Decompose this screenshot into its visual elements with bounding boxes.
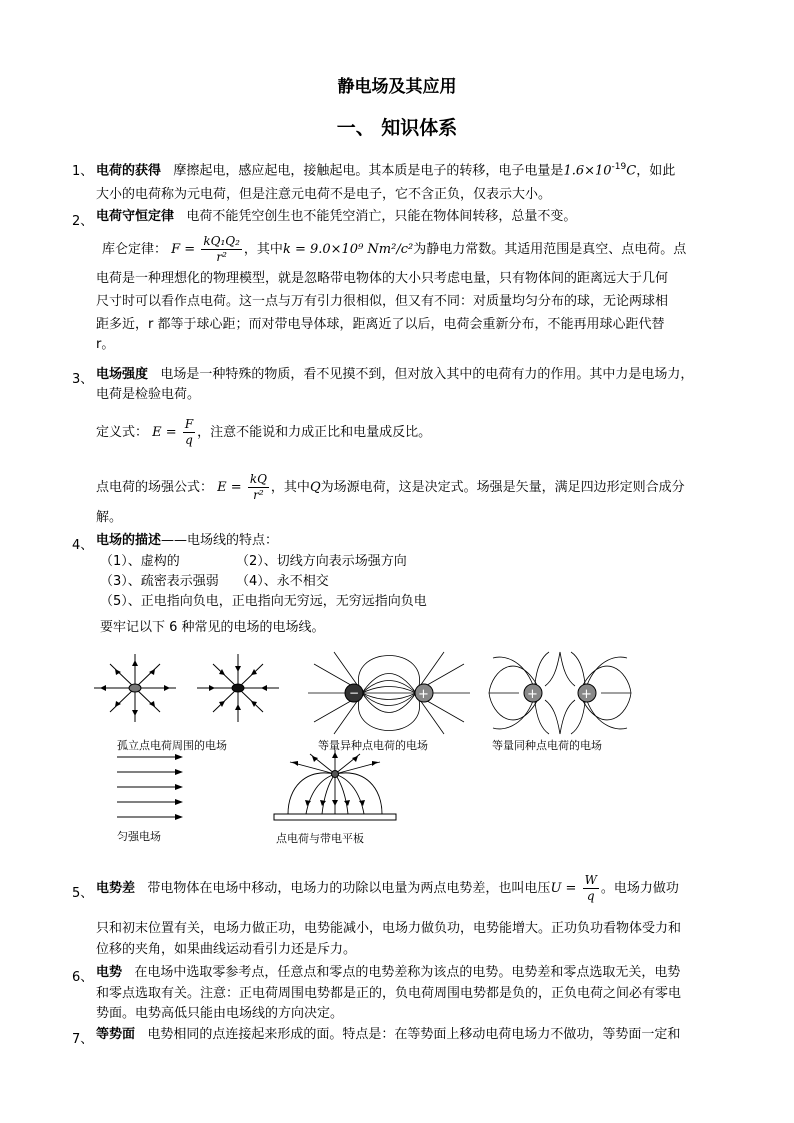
coulomb-fraction	[201, 234, 242, 265]
voltage-numerator: W	[584, 873, 597, 887]
section-1-tail: ，如此	[636, 163, 676, 179]
section-2-head: 电荷守恒定律	[96, 209, 175, 224]
section-4-text: ——电场线的特点：	[161, 533, 279, 548]
svg-text:+: +	[418, 687, 429, 702]
item-number-2: 2、	[72, 214, 94, 229]
section-7-line-1	[96, 1026, 680, 1044]
field-line-property-2: （2）、切线方向表示场强方向	[236, 554, 407, 569]
field-line-property-5: （5）、正电指向负电，正电指向无穷远，无穷远指向负电	[100, 594, 427, 609]
definition-fraction	[183, 417, 195, 448]
section-5-line-3: 位移的夹角，如果曲线运动看引力还是斥力。	[96, 942, 357, 957]
definition-lhs: E =	[152, 425, 177, 440]
section-5-line-2: 只和初末位置有关，电场力做正功，电势能减小，电场力做负功，电势能增大。正功负功看物体受力和	[96, 921, 682, 936]
field-line-property-4: （4）、永不相交	[236, 574, 329, 589]
like-charges-diagram	[487, 650, 633, 736]
voltage-fraction	[583, 873, 599, 904]
definition-line	[96, 417, 431, 449]
section-2-line-6: r。	[96, 337, 115, 352]
section-5-head: 电势差	[96, 881, 136, 896]
caption-opposite-charges: 等量异种点电荷的电场	[318, 739, 428, 752]
voltage-lhs: U =	[550, 881, 577, 896]
point-charge-lhs: E =	[217, 480, 242, 495]
section-6-line-3: 势面。电势高低只能由电场线的方向决定。	[96, 1006, 344, 1021]
svg-text:+: +	[527, 687, 538, 702]
coulomb-mid: ，其中	[243, 242, 283, 257]
point-charge-note: ，其中	[270, 480, 310, 495]
item-number-5: 5、	[72, 886, 94, 901]
section-3-line-5: 解。	[96, 510, 123, 525]
field-line-property-1: （1）、虚构的	[100, 554, 180, 569]
section-6-line-1	[96, 964, 680, 982]
point-charge-field-line	[96, 472, 685, 504]
section-5-text: 带电物体在电场中移动，电场力的功除以电量为两点电势差，也叫电压	[147, 881, 551, 896]
section-7-text: 电势相同的点连接起来形成的面。特点是：在等势面上移动电荷电场力不做功，等势面一定和	[147, 1027, 681, 1042]
coulomb-constant: k = 9.0×10⁹ Nm²/c²	[282, 242, 414, 257]
section-1-text: 摩擦起电，感应起电，接触起电。其本质是电子的转移，电子电量是	[173, 163, 564, 179]
field-line-property-3: （3）、疏密表示强弱	[100, 574, 219, 589]
point-charge-note-2: 为场源电荷，这是决定式。场强是矢量，满足四边形定则合成分	[320, 480, 685, 495]
section-heading: 一、 知识体系	[336, 117, 458, 139]
electron-charge-exponent: -19	[611, 162, 627, 172]
section-1-line-2: 大小的电荷称为元电荷，但是注意元电荷不是电子，它不含正负，仅表示大小。	[96, 187, 552, 202]
electron-charge-unit: C	[626, 163, 637, 179]
definition-numerator: F	[184, 417, 194, 431]
item-number-3: 3、	[72, 372, 94, 387]
section-6-head: 电势	[96, 965, 123, 980]
isolated-negative-charge-diagram	[195, 652, 281, 724]
caption-isolated-charge: 孤立点电荷周围的电场	[117, 739, 227, 752]
section-2-line-1	[96, 208, 576, 226]
section-2-line-5: 距多近，r 都等于球心距；而对带电导体球，距离近了以后，电荷会重新分布，不能再用球心距代替	[96, 317, 665, 332]
section-3-line-1	[96, 366, 693, 384]
section-1-head: 电荷的获得	[96, 163, 162, 179]
section-6-text: 在电场中选取零参考点，任意点和零点的电势差称为该点的电势。电势差和零点选取无关，电势	[134, 965, 681, 980]
coulomb-after: 为静电力常数。其适用范围是真空、点电荷。点	[413, 242, 687, 257]
item-number-6: 6、	[72, 970, 94, 985]
section-4-head: 电场的描述	[96, 533, 162, 548]
section-4-line-1	[96, 532, 278, 550]
definition-label: 定义式：	[96, 425, 149, 440]
point-charge-numerator: kQ	[249, 472, 267, 486]
section-5-after: 。电场力做功	[600, 881, 679, 896]
section-3-line-2: 电荷是检验电荷。	[96, 387, 201, 402]
coulomb-law-line	[102, 234, 686, 265]
electron-charge-value: 1.6×10	[563, 163, 612, 179]
uniform-field-diagram	[115, 751, 185, 823]
voltage-denominator: q	[586, 889, 595, 903]
section-3-head: 电场强度	[96, 367, 149, 382]
remember-note: 要牢记以下 6 种常见的电场的电场线。	[100, 620, 325, 635]
section-2-text: 电荷不能凭空创生也不能凭空消亡，只能在物体间转移，总量不变。	[186, 209, 577, 224]
section-3-text: 电场是一种特殊的物质，看不见摸不到，但对放入其中的电荷有力的作用。其中力是电场力，	[160, 367, 694, 382]
caption-charge-plate: 点电荷与带电平板	[276, 832, 364, 845]
coulomb-lhs: F =	[171, 242, 196, 257]
definition-note: ，注意不能说和力成正比和电量成反比。	[197, 425, 432, 440]
section-1-line-1	[96, 158, 675, 180]
section-2-line-4: 尺寸时可以看作点电荷。这一点与万有引力很相似，但又有不同：对质量均匀分布的球，无论两球相	[96, 294, 669, 309]
item-number-1: 1、	[72, 164, 94, 179]
section-6-line-2: 和零点选取有关。注意：正电荷周围电势都是正的，负电荷周围电势都是负的，正负电荷之间必有零电	[96, 986, 682, 1001]
definition-denominator: q	[185, 433, 193, 447]
svg-text:−: −	[349, 686, 360, 700]
section-2-line-3: 电荷是一种理想化的物理模型，就是忽略带电物体的大小只考虑电量，只有物体间的距离远大于几何	[96, 271, 669, 286]
item-number-4: 4、	[72, 538, 94, 553]
point-charge-label: 点电荷的场强公式：	[96, 480, 214, 495]
caption-uniform-field: 匀强电场	[117, 830, 161, 843]
opposite-charges-diagram	[306, 650, 472, 736]
section-5-line-1	[96, 872, 679, 906]
caption-like-charges: 等量同种点电荷的电场	[492, 739, 602, 752]
coulomb-numerator: kQ₁Q₂	[203, 234, 240, 248]
coulomb-label: 库仑定律：	[102, 242, 168, 257]
item-number-7: 7、	[72, 1032, 94, 1047]
page-title: 静电场及其应用	[337, 77, 457, 97]
svg-text:+: +	[581, 687, 592, 702]
point-charge-plate-diagram	[270, 748, 400, 828]
point-charge-denominator: r²	[253, 488, 264, 502]
section-7-head: 等势面	[96, 1027, 136, 1042]
coulomb-denominator: r²	[216, 250, 227, 264]
point-charge-q: Q	[309, 480, 321, 495]
point-charge-fraction	[248, 472, 269, 503]
isolated-positive-charge-diagram	[92, 652, 178, 724]
